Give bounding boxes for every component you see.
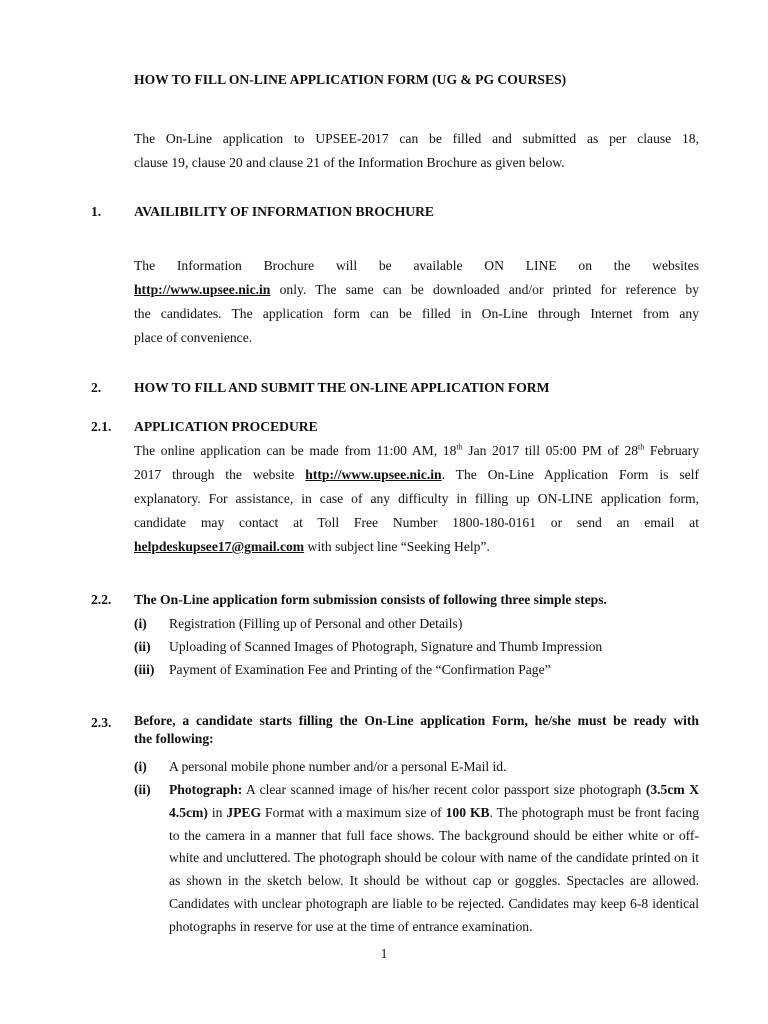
- section-2-3-heading-line-1: Before, a candidate starts filling the On-Line application Form, he/she must be ready with: [134, 713, 699, 728]
- text-fragment: Jan 2017 till 05:00 PM of 28: [462, 443, 639, 458]
- list-item-number: (i): [134, 759, 147, 774]
- intro-paragraph: [134, 127, 699, 175]
- photo-max-size: 100 KB: [445, 804, 490, 820]
- intro-line-1: The On-Line application to UPSEE-2017 can be filled and submitted as per clause 18,: [134, 131, 699, 146]
- list-item-text: Registration (Filling up of Personal and other Details): [169, 616, 463, 631]
- list-item-number: (ii): [134, 782, 151, 797]
- list-item-text: Payment of Examination Fee and Printing of the “Confirmation Page”: [169, 662, 551, 677]
- section-1-heading: AVAILIBILITY OF INFORMATION BROCHURE: [134, 204, 434, 219]
- section-1-paragraph: [134, 254, 699, 350]
- list-item-text: A personal mobile phone number and/or a personal E-Mail id.: [169, 759, 507, 774]
- photo-format: JPEG: [226, 804, 262, 820]
- document-title: HOW TO FILL ON-LINE APPLICATION FORM (UG & PG COURSES): [134, 72, 567, 87]
- list-item-number: (i): [134, 616, 147, 631]
- helpdesk-email-link[interactable]: helpdeskupsee17@gmail.com: [134, 539, 305, 554]
- section-2-1-line-3: explanatory. For assistance, in case of any difficulty in filling up ON-LINE application form,: [134, 491, 699, 506]
- section-2-1-heading: APPLICATION PROCEDURE: [134, 419, 318, 434]
- text-fragment: The online application can be made from 11:00 AM, 18: [134, 443, 457, 458]
- section-1-line-4: place of convenience.: [134, 330, 253, 345]
- section-2-3-heading: [134, 712, 699, 748]
- section-2-1-line-4: candidate may contact at Toll Free Number 1800-180-0161 or send an email at: [134, 515, 699, 530]
- section-1-line-1: The Information Brochure will be available ON LINE on the websites: [134, 258, 699, 273]
- photo-dimensions: (3.5cm X 4.5cm): [169, 782, 700, 820]
- upsee-website-link[interactable]: http://www.upsee.nic.in: [134, 282, 271, 297]
- list-item-text: Uploading of Scanned Images of Photograph, Signature and Thumb Impression: [169, 639, 603, 654]
- section-2-1-line-2: [134, 463, 699, 487]
- photograph-requirements-text: [169, 779, 699, 939]
- text-fragment: Format with a maximum size of: [261, 804, 446, 820]
- section-1-line-3: the candidates. The application form can be filled in On-Line through Internet from any: [134, 306, 699, 321]
- text-fragment: . The On-Line Application Form is self: [441, 467, 700, 482]
- section-2-1-number: 2.1.: [91, 419, 112, 434]
- text-fragment: A clear scanned image of his/her recent color passport size photograph: [242, 782, 646, 797]
- page-number: 1: [380, 946, 388, 961]
- section-2-1-line-5: [134, 535, 699, 559]
- section-2-number: 2.: [91, 380, 102, 395]
- ordinal-suffix: th: [638, 442, 645, 452]
- text-fragment: February: [644, 443, 699, 458]
- ordinal-suffix: th: [456, 442, 463, 452]
- section-2-heading: HOW TO FILL AND SUBMIT THE ON-LINE APPLICATION FORM: [134, 380, 550, 395]
- section-2-2-heading: The On-Line application form submission consists of following three simple steps.: [134, 592, 607, 607]
- list-item-number: (ii): [134, 639, 151, 654]
- section-2-2-number: 2.2.: [91, 592, 112, 607]
- list-item-number: (iii): [134, 662, 155, 677]
- text-fragment: in: [207, 804, 227, 820]
- section-2-1-line-1: [134, 439, 699, 463]
- section-2-3-number: 2.3.: [91, 715, 112, 730]
- text-fragment: with subject line “Seeking Help”.: [304, 539, 490, 554]
- section-1-number: 1.: [91, 204, 102, 219]
- intro-line-2: clause 19, clause 20 and clause 21 of the Information Brochure as given below.: [134, 155, 565, 170]
- section-1-line-2: [134, 278, 699, 302]
- text-fragment: 2017 through the website: [134, 467, 306, 482]
- upsee-website-link[interactable]: http://www.upsee.nic.in: [305, 467, 442, 482]
- section-1-line-2-text: only. The same can be downloaded and/or printed for reference by: [270, 282, 699, 297]
- photograph-label: Photograph:: [169, 782, 243, 797]
- text-fragment: . The photograph must be front facing to the camera in a manner that full face shows. The background should be either white or off-white and uncluttered. The photograph should be colour with name of the candidate printed on it as shown in the sketch below. It should be without cap or goggles. Spectacles are allowed. Candidates with unclear photograph are liable to be rejected. Candidates may keep 6-8 identical photographs in reserve for use at the time of entrance examination.: [169, 804, 700, 934]
- section-2-3-heading-line-2: the following:: [134, 731, 214, 746]
- section-2-1-paragraph: [134, 439, 699, 559]
